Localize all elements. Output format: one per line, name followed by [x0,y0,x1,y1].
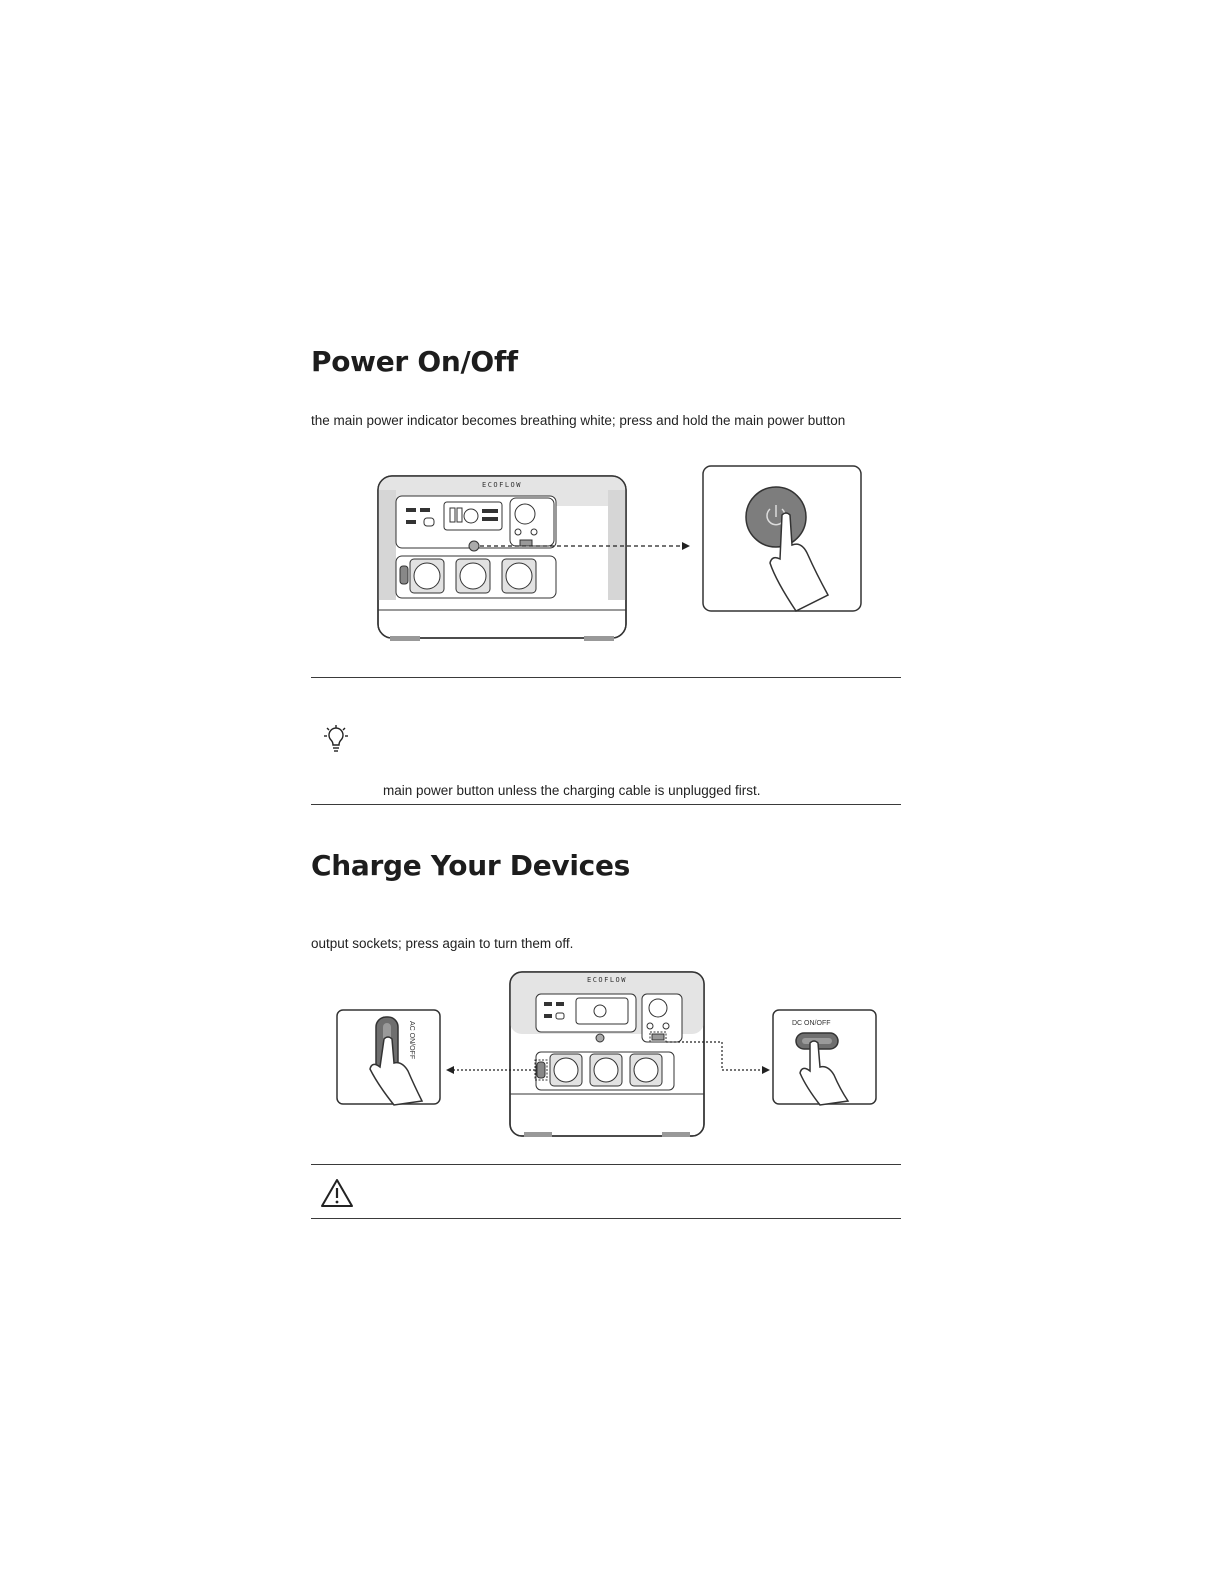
charge-instruction-text: output sockets; press again to turn them off. [311,936,574,951]
dc-switch-label: DC ON/OFF [792,1020,831,1027]
power-instruction-text: the main power indicator becomes breathing white; press and hold the main power button [311,413,846,428]
warning-triangle-icon [319,1177,355,1209]
section-title-power: Power On/Off [311,345,518,378]
tip-note-text: main power button unless the charging cable is unplugged first. [383,783,761,798]
ac-switch-label: AC ON/OFF [408,1021,415,1060]
divider [311,1164,901,1165]
power-station-illustration-2 [440,968,776,1140]
dc-switch-zoom-illustration [772,1009,878,1107]
device-brand-label: ECOFLOW [481,481,523,489]
device-brand-label-2: ECOFLOW [586,976,628,984]
section-title-charge: Charge Your Devices [311,849,631,882]
divider [311,804,901,805]
divider [311,677,901,678]
power-button-zoom-illustration [702,465,862,613]
divider [311,1218,901,1219]
ac-switch-zoom-illustration [336,1009,442,1107]
power-station-illustration [370,470,700,648]
lightbulb-icon [319,722,355,758]
